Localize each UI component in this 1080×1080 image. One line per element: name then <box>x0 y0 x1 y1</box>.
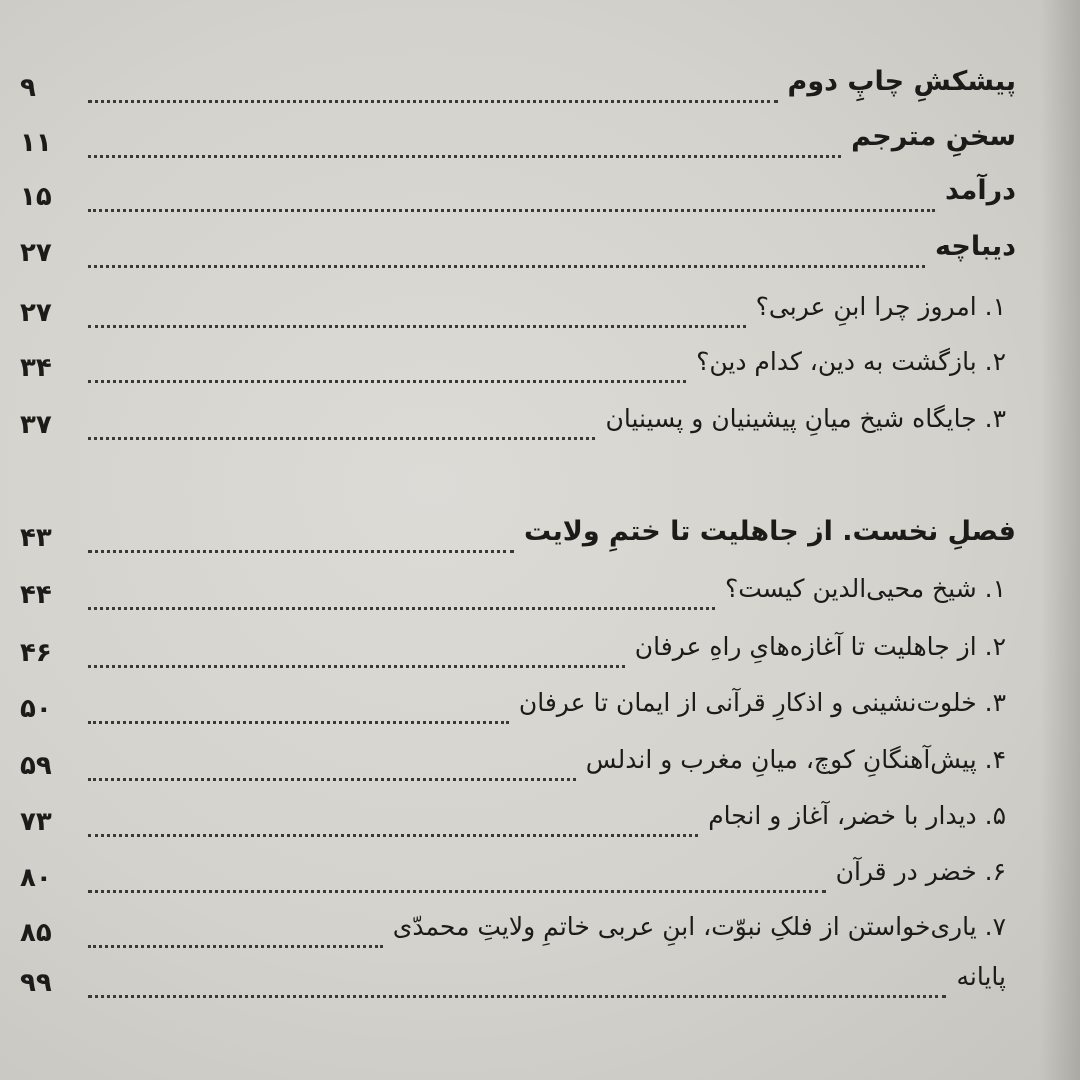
toc-entry-page-number: ۵۹ <box>20 751 52 781</box>
leader-dots <box>88 945 383 948</box>
leader-dots <box>88 265 925 268</box>
leader-dots <box>88 325 746 328</box>
toc-subentry <box>20 620 1016 670</box>
toc-entry-title: ۷. یاری‌خواستن از فلکِ نبوّت، ابنِ عربی خاتمِ ولایتِ محمدّی <box>392 912 1006 941</box>
toc-subentry <box>20 562 1016 612</box>
toc-entry-title: ۱. امروز چرا ابنِ عربی؟ <box>755 292 1006 321</box>
toc-subentry <box>20 392 1016 442</box>
toc-entry-page-number: ۵۰ <box>20 694 52 724</box>
toc-entry-title: ۶. خضر در قرآن <box>835 857 1006 886</box>
toc-entry-page-number: ۲۷ <box>20 238 52 268</box>
toc-subentry <box>20 335 1016 385</box>
toc-entry-title: ۱. شیخ محیی‌الدین کیست؟ <box>724 574 1006 603</box>
toc-entry-page-number: ۴۴ <box>20 580 52 610</box>
toc-entry-page-number: ۸۵ <box>20 918 52 948</box>
leader-dots <box>88 607 715 610</box>
leader-dots <box>88 778 576 781</box>
leader-dots <box>88 380 686 383</box>
toc-entry-page-number: ۸۰ <box>20 863 52 893</box>
leader-dots <box>88 550 514 553</box>
toc-entry-second-edition <box>20 55 1016 105</box>
leader-dots <box>88 721 509 724</box>
toc-subentry <box>20 733 1016 783</box>
leader-dots <box>88 437 595 440</box>
leader-dots <box>88 665 625 668</box>
toc-entry-chapter-one <box>20 505 1016 555</box>
toc-entry-translator-note <box>20 110 1016 160</box>
toc-subentry <box>20 845 1016 895</box>
leader-dots <box>88 100 778 103</box>
toc-entry-title: پایانه <box>956 962 1006 991</box>
toc-entry-title: ۲. از جاهلیت تا آغازه‌هایِ راهِ عرفان <box>634 632 1006 661</box>
toc-entry-page-number: ۱۵ <box>20 182 52 212</box>
leader-dots <box>88 155 841 158</box>
toc-entry-page-number: ۴۳ <box>20 523 52 553</box>
toc-entry-title: ۲. بازگشت به دین، کدام دین؟ <box>696 347 1006 376</box>
toc-entry-title: ۴. پیش‌آهنگانِ کوچ، میانِ مغرب و اندلس <box>585 745 1006 774</box>
toc-entry-title: ۳. جایگاه شیخ میانِ پیشینیان و پسینیان <box>605 404 1006 433</box>
toc-entry-page-number: ۴۶ <box>20 638 52 668</box>
toc-entry-title: درآمد <box>945 175 1016 206</box>
toc-subentry-epilogue <box>20 950 1016 1000</box>
toc-subentry <box>20 900 1016 950</box>
toc-entry-page-number: ۲۷ <box>20 298 52 328</box>
leader-dots <box>88 209 935 212</box>
toc-subentry <box>20 789 1016 839</box>
toc-entry-page-number: ۷۳ <box>20 807 52 837</box>
toc-entry-page-number: ۱۱ <box>20 128 52 158</box>
toc-entry-title: ۳. خلوت‌نشینی و اذکارِ قرآنی از ایمان تا عرفان <box>518 688 1006 717</box>
toc-entry-page-number: ۹ <box>20 73 36 103</box>
leader-dots <box>88 890 826 893</box>
toc-entry-title: پیشکشِ چاپِ دوم <box>787 66 1016 97</box>
toc-entry-page-number: ۳۷ <box>20 410 52 440</box>
toc-entry-title: فصلِ نخست. از جاهلیت تا ختمِ ولایت <box>524 516 1016 547</box>
toc-entry-title: دیباچه <box>935 231 1016 262</box>
toc-subentry <box>20 280 1016 330</box>
toc-entry-introduction <box>20 164 1016 214</box>
toc-entry-title: ۵. دیدار با خضر، آغاز و انجام <box>708 801 1006 830</box>
leader-dots <box>88 995 946 998</box>
toc-entry-preface <box>20 220 1016 270</box>
toc-entry-page-number: ۹۹ <box>20 968 52 998</box>
toc-entry-title: سخنِ مترجم <box>851 121 1016 152</box>
toc-subentry <box>20 676 1016 726</box>
leader-dots <box>88 834 698 837</box>
toc-entry-page-number: ۳۴ <box>20 353 52 383</box>
